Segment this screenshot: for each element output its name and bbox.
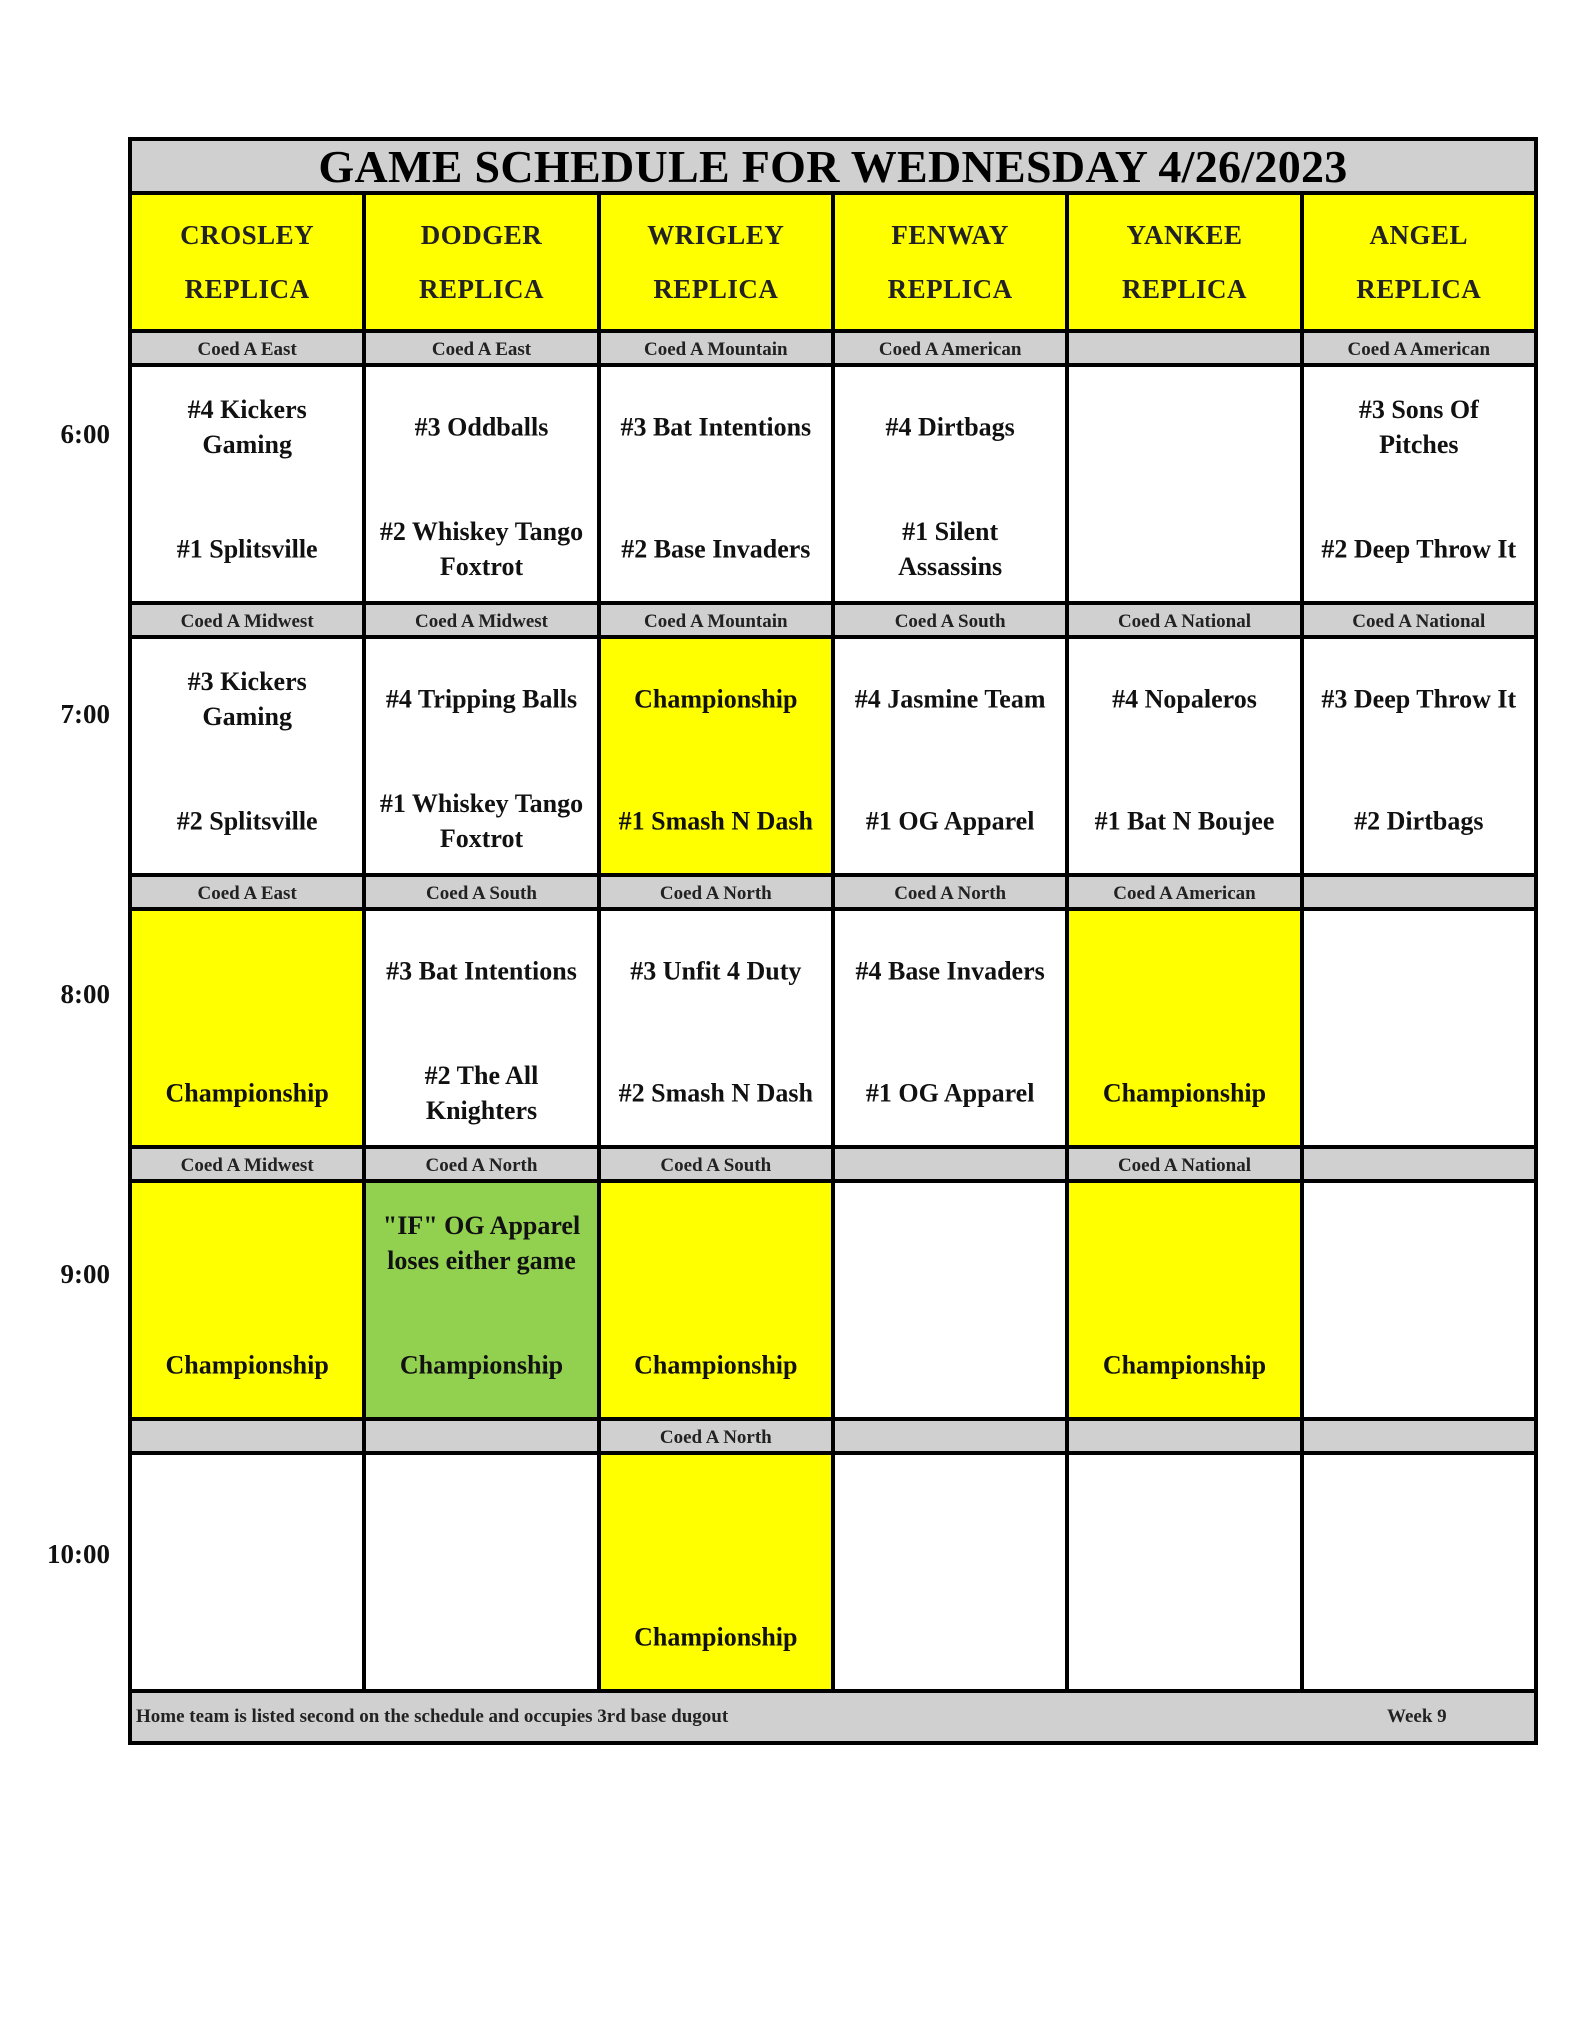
away-team: #3 Oddballs — [414, 412, 549, 442]
away-team: #4 Tripping Balls — [385, 684, 578, 714]
division-label: Coed A Mountain — [601, 333, 835, 367]
game-cell — [1304, 911, 1534, 1149]
division-label — [1304, 877, 1534, 911]
game-cell — [601, 911, 835, 1149]
division-label: Coed A Mountain — [601, 605, 835, 639]
division-row — [132, 1149, 1534, 1183]
home-team: Championship — [1102, 1350, 1267, 1380]
footer-note: Home team is listed second on the schedule and occupies 3rd base dugout — [136, 1706, 729, 1727]
division-label — [835, 1421, 1069, 1455]
game-cell — [132, 1455, 366, 1693]
game-cell — [1069, 911, 1303, 1149]
division-label: Coed A Midwest — [132, 605, 366, 639]
home-team: Championship — [634, 1350, 798, 1380]
division-label: Coed A North — [366, 1149, 600, 1183]
game-cell — [601, 639, 835, 877]
game-cell — [1069, 367, 1303, 605]
division-label — [835, 1149, 1069, 1183]
game-cell — [601, 1183, 835, 1421]
division-label: Coed A American — [1069, 877, 1303, 911]
division-label — [366, 1421, 600, 1455]
game-cell — [366, 911, 600, 1149]
game-cell — [835, 1183, 1069, 1421]
footer-bar — [132, 1693, 1534, 1741]
away-team: #3 Kickers Gaming — [187, 667, 307, 731]
field-name: WRIGLEY — [647, 220, 785, 250]
home-team: Championship — [165, 1078, 329, 1108]
game-cell — [835, 1455, 1069, 1693]
time-label: 10:00 — [47, 1539, 110, 1569]
division-label: Coed A American — [835, 333, 1069, 367]
home-team: #1 Smash N Dash — [618, 806, 813, 836]
field-type: REPLICA — [1121, 274, 1247, 304]
home-team: #2 Splitsville — [176, 806, 318, 836]
game-cell — [1304, 1183, 1534, 1421]
field-header-fenway — [835, 195, 1069, 333]
field-header-angel — [1304, 195, 1534, 333]
away-team: #4 Base Invaders — [855, 956, 1045, 986]
schedule-table — [128, 137, 1538, 1745]
away-team: #4 Jasmine Team — [854, 684, 1046, 714]
game-cell — [835, 639, 1069, 877]
division-label: Coed A American — [1304, 333, 1534, 367]
division-label: Coed A North — [601, 1421, 835, 1455]
game-cell — [132, 639, 366, 877]
week-label: Week 9 — [1387, 1706, 1447, 1727]
home-team: #1 OG Apparel — [865, 1078, 1035, 1108]
home-team: Championship — [634, 1622, 798, 1652]
division-label: Coed A South — [601, 1149, 835, 1183]
home-team: Championship — [399, 1350, 564, 1380]
game-cell — [1304, 367, 1534, 605]
away-team: #3 Deep Throw It — [1321, 684, 1517, 714]
time-label: 7:00 — [60, 699, 110, 729]
game-cell — [366, 1183, 600, 1421]
home-team: #2 The All Knighters — [424, 1061, 539, 1125]
away-team: Championship — [634, 684, 798, 714]
field-name: CROSLEY — [180, 220, 315, 250]
away-team: #3 Bat Intentions — [620, 412, 812, 442]
game-row — [132, 1183, 1534, 1421]
division-label: Coed A South — [835, 605, 1069, 639]
field-name: FENWAY — [891, 220, 1009, 250]
game-cell — [601, 367, 835, 605]
home-team: #1 OG Apparel — [865, 806, 1035, 836]
home-team: #2 Whiskey Tango Foxtrot — [379, 517, 584, 581]
division-label — [1304, 1421, 1534, 1455]
division-label — [1304, 1149, 1534, 1183]
time-label: 6:00 — [60, 419, 110, 449]
away-team: #4 Nopaleros — [1112, 684, 1257, 714]
home-team: #2 Smash N Dash — [618, 1078, 813, 1108]
game-cell — [366, 1455, 600, 1693]
game-row — [132, 639, 1534, 877]
page-title: GAME SCHEDULE FOR WEDNESDAY 4/26/2023 — [132, 141, 1534, 195]
home-team: #1 Whiskey Tango Foxtrot — [379, 789, 584, 853]
game-cell — [1304, 639, 1534, 877]
away-team: "IF" OG Apparel loses either game — [382, 1211, 581, 1275]
game-cell — [835, 367, 1069, 605]
home-team: #2 Dirtbags — [1354, 806, 1484, 836]
game-cell — [366, 367, 600, 605]
division-row — [132, 605, 1534, 639]
home-team: #1 Bat N Boujee — [1094, 806, 1275, 836]
division-label — [1069, 1421, 1303, 1455]
game-cell — [1069, 1183, 1303, 1421]
home-team: Championship — [1102, 1078, 1267, 1108]
division-label: Coed A East — [132, 877, 366, 911]
home-team: #2 Base Invaders — [621, 534, 811, 564]
game-row — [132, 911, 1534, 1149]
away-team: #3 Bat Intentions — [386, 956, 577, 986]
division-label: Coed A Midwest — [132, 1149, 366, 1183]
division-label: Coed A South — [366, 877, 600, 911]
away-team: #4 Kickers Gaming — [187, 395, 307, 459]
field-header-dodger — [366, 195, 600, 333]
home-team: #1 Silent Assassins — [898, 517, 1003, 581]
field-header-row — [132, 195, 1534, 333]
game-cell — [601, 1455, 835, 1693]
division-label: Coed A National — [1069, 1149, 1303, 1183]
home-team: Championship — [165, 1350, 329, 1380]
field-type: REPLICA — [418, 274, 544, 304]
game-cell — [1069, 1455, 1303, 1693]
away-team: #4 Dirtbags — [885, 412, 1015, 442]
division-label: Coed A North — [835, 877, 1069, 911]
home-team: #2 Deep Throw It — [1321, 534, 1517, 564]
game-cell — [132, 1183, 366, 1421]
field-header-yankee — [1069, 195, 1303, 333]
field-type: REPLICA — [184, 274, 310, 304]
field-name: ANGEL — [1369, 220, 1469, 250]
division-row — [132, 877, 1534, 911]
division-label: Coed A National — [1069, 605, 1303, 639]
game-cell — [366, 639, 600, 877]
division-label: Coed A Midwest — [366, 605, 600, 639]
home-team: #1 Splitsville — [176, 534, 318, 564]
field-name: DODGER — [420, 220, 543, 250]
game-row — [132, 367, 1534, 605]
division-label: Coed A East — [132, 333, 366, 367]
game-cell — [1069, 639, 1303, 877]
division-label — [132, 1421, 366, 1455]
game-row — [132, 1455, 1534, 1693]
division-label: Coed A East — [366, 333, 600, 367]
division-label: Coed A North — [601, 877, 835, 911]
field-type: REPLICA — [653, 274, 779, 304]
division-label: Coed A National — [1304, 605, 1534, 639]
game-cell — [1304, 1455, 1534, 1693]
game-cell — [835, 911, 1069, 1149]
division-row — [132, 1421, 1534, 1455]
division-label — [1069, 333, 1303, 367]
field-header-crosley — [132, 195, 366, 333]
time-label: 8:00 — [60, 979, 110, 1009]
field-header-wrigley — [601, 195, 835, 333]
division-row — [132, 333, 1534, 367]
game-cell — [132, 367, 366, 605]
time-slots — [132, 333, 1534, 1693]
time-label: 9:00 — [60, 1259, 110, 1289]
field-name: YANKEE — [1126, 220, 1243, 250]
field-type: REPLICA — [1356, 274, 1482, 304]
field-type: REPLICA — [887, 274, 1013, 304]
away-team: #3 Sons Of Pitches — [1358, 395, 1479, 459]
away-team: #3 Unfit 4 Duty — [630, 956, 802, 986]
game-cell — [132, 911, 366, 1149]
